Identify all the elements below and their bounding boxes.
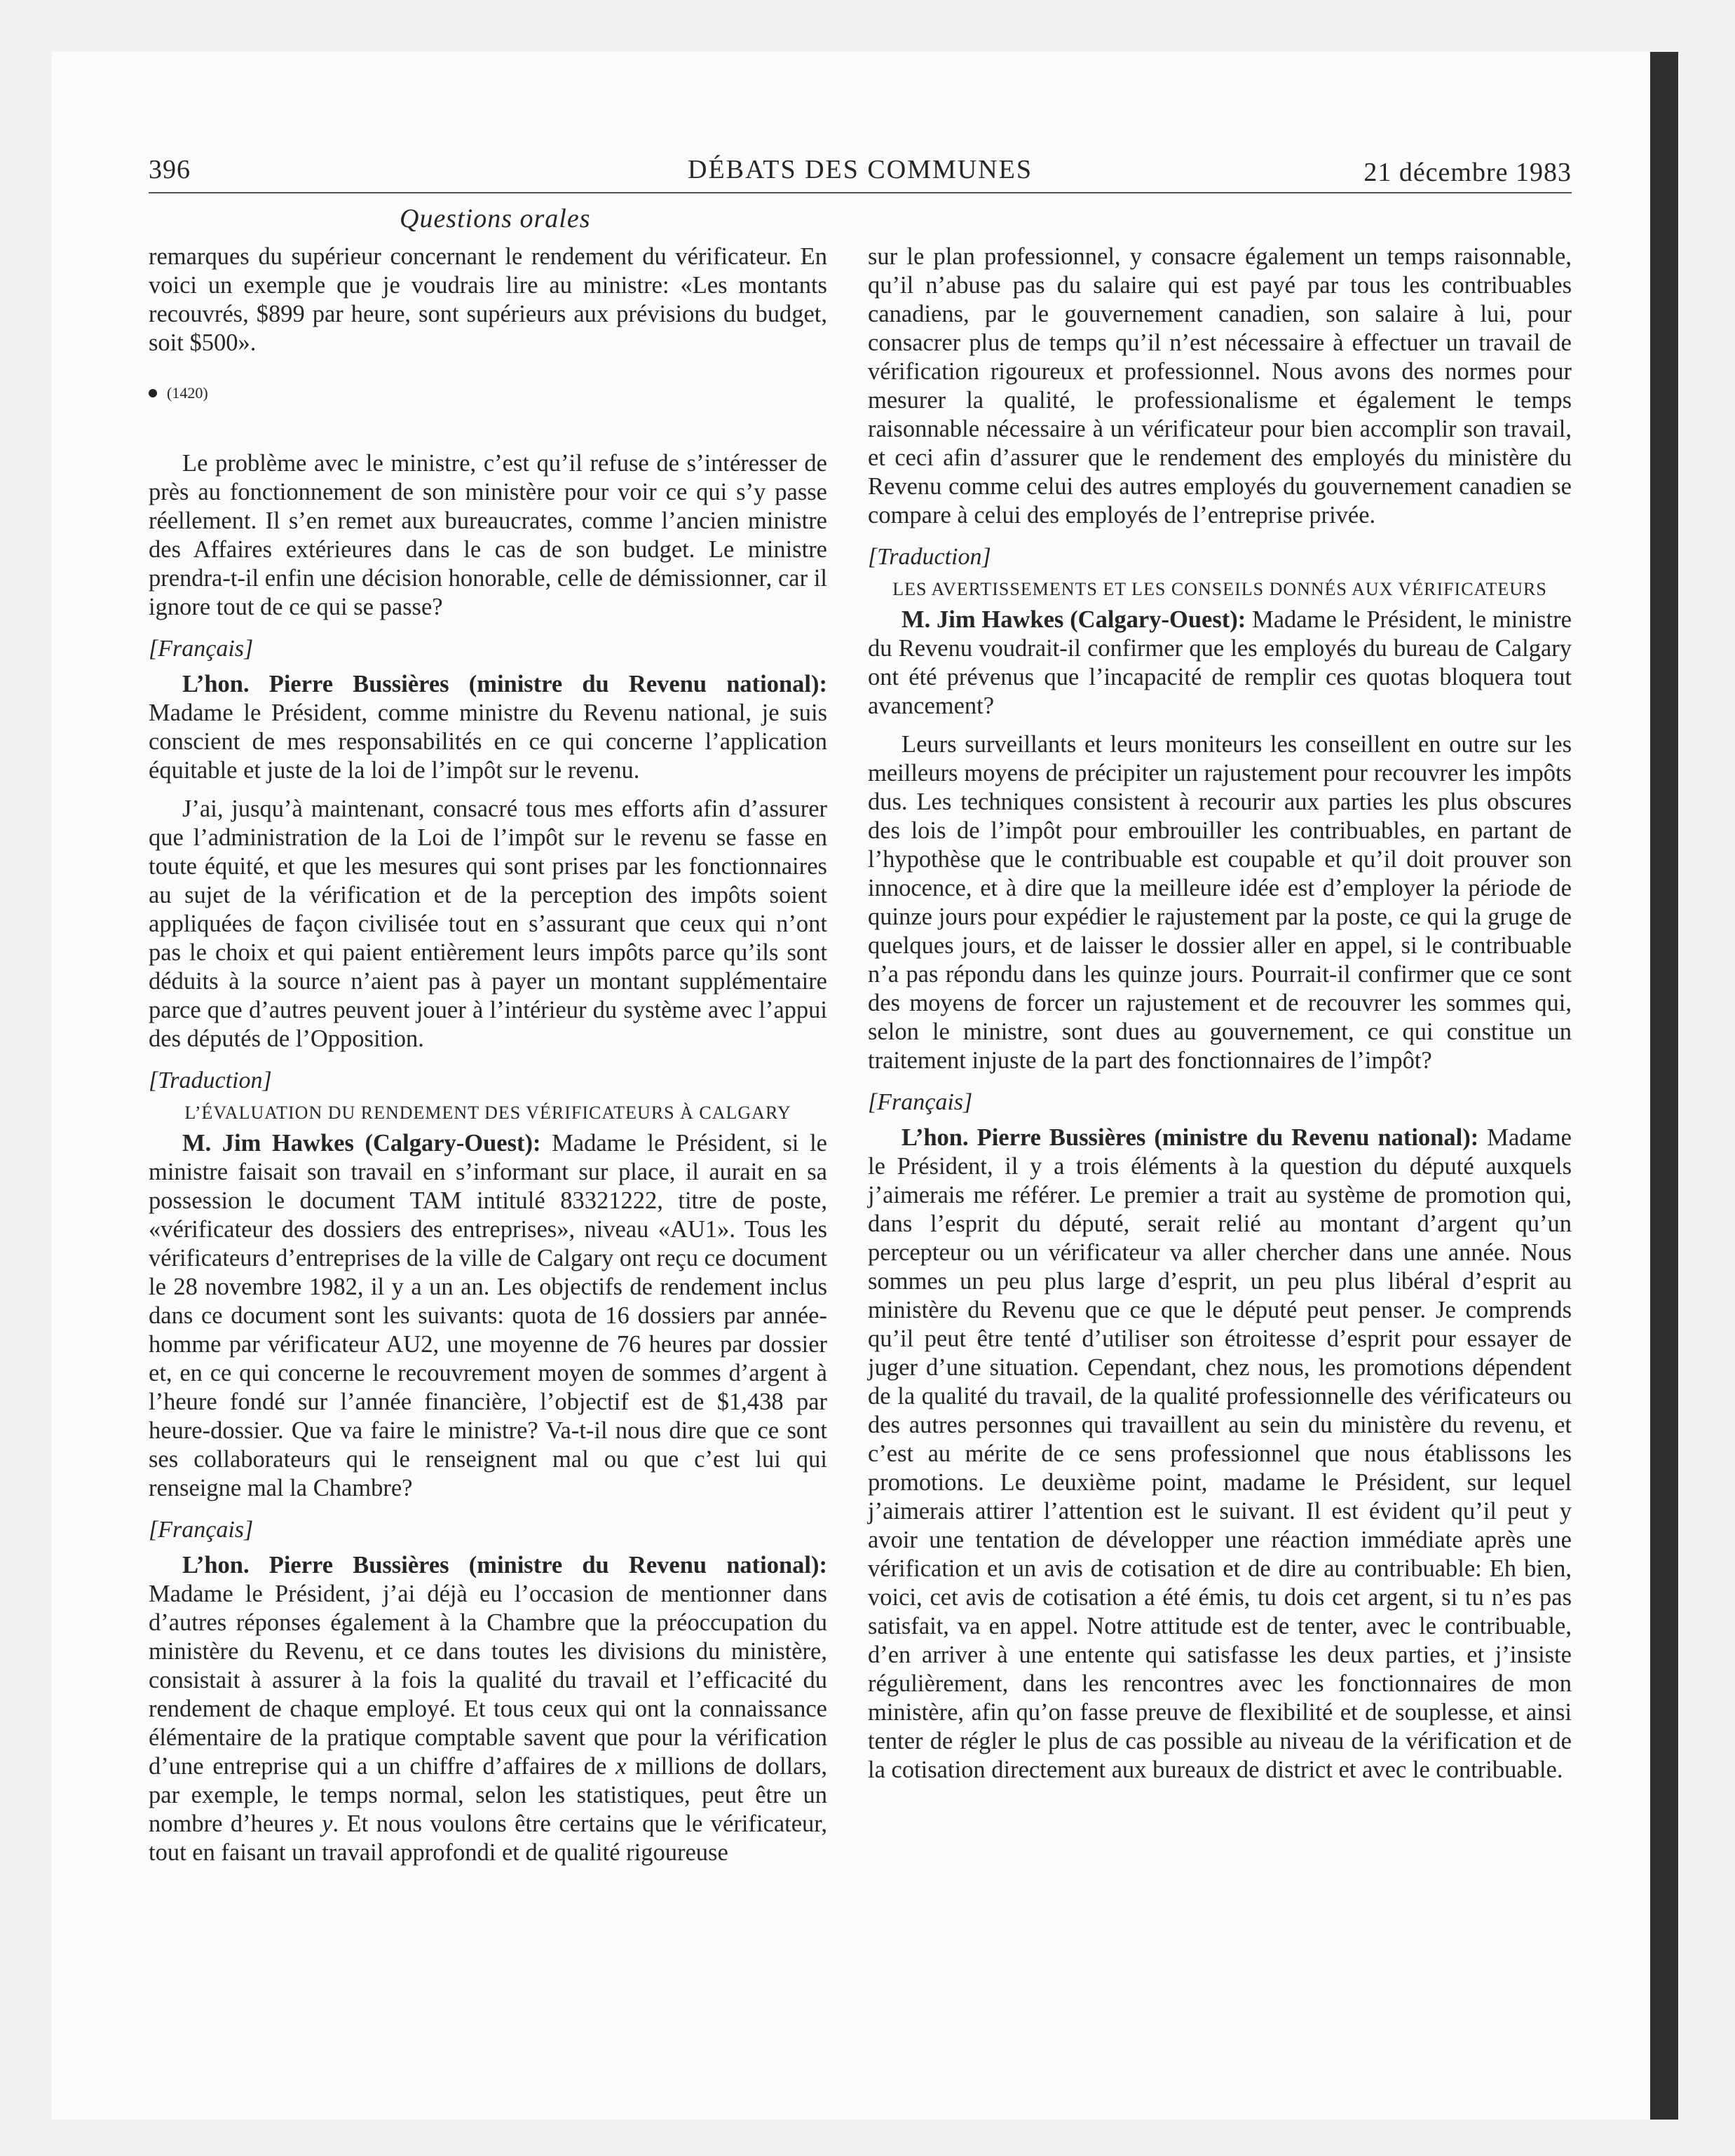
section-heading: L’ÉVALUATION DU RENDEMENT DES VÉRIFICATEURS À CALGARY: [184, 1103, 791, 1123]
speech-text: Madame le Président, il y a trois éléments à la question du député auxquels j’aimerais me référer. Le premier a trait au système de promotion qui, dans l’esprit du député, serait relié au montant d’argent qu’un percepteur ou un vérificateur va aller chercher dans une année. Nous sommes un peu plus large d’esprit, un peu plus libéral d’esprit au ministère du Revenu que ce que le député peut penser. Je comprends qu’il peut être tenté d’utiliser son étroitesse d’esprit pour essayer de juger d’une situation. Cependant, chez nous, les promotions dépendent de la qualité du travail, de la qualité professionnelle des vérificateurs ou des autres personnes qui travaillent au sein du ministère du revenu, et c’est au mérite de ce sens professionnel que nous établissons les promotions. Le deuxième point, madame le Président, sur lequel j’aimerais attirer l’attention est le suivant. Il est évident qu’il peut y avoir une tentation de développer une réaction immédiate après une vérification et un avis de cotisation et de dire au contribuable: Eh bien, voici, cet avis de cotisation a été émis, tu dois cet argent, si tu n’es pas satisfait, va en appel. Notre attitude est de tenter, avec le contribuable, d’en arriver à une entente qui satisfasse les deux parties, et j’insiste régulièrement, dans les rencontres avec les fonctionnaires de mon ministère, afin qu’on fasse preuve de flexibilité et de souplesse, et ainsi tenter de régler le plus de cas possible au niveau de la vérification et de la cotisation directement aux bureaux de district et avec le contribuable.: [868, 1124, 1572, 1783]
header-date: 21 décembre 1983: [1363, 158, 1572, 187]
time-marker-label: (1420): [167, 384, 208, 402]
speech-text: millions de dollars, par exemple, le temps normal, selon les statistiques, peut être un nombre d’heures: [149, 1753, 827, 1837]
bullet-icon: [149, 389, 157, 397]
language-tag: [Traduction]: [868, 544, 991, 570]
speaker-name: L’hon. Pierre Bussières (ministre du Revenu national):: [182, 671, 827, 697]
paragraph: remarques du supérieur concernant le rendement du vérificateur. En voici un exemple que je voudrais lire au ministre: «Les montants recouvrés, $899 par heure, sont supérieurs aux prévisions du budget, soit $500».: [149, 243, 827, 356]
speech: [149, 1129, 827, 1503]
speaker-name: L’hon. Pierre Bussières (ministre du Revenu national):: [182, 1552, 827, 1578]
running-header: [149, 153, 1572, 193]
paragraph: Le problème avec le ministre, c’est qu’il refuse de s’intéresser de près au fonctionnement de son ministère pour voir ce qui s’y passe réellement. Il s’en remet aux bureaucrates, comme l’ancien ministre des Affaires extérieures dans le cas de son budget. Le ministre prendra-t-il enfin une décision honorable, celle de démissionner, car il ignore tout de ce qui se passe?: [149, 450, 827, 620]
speech-text: . Et nous voulons être certains que le vérificateur, tout en faisant un travail approfondi et de qualité rigoureuse: [149, 1810, 828, 1866]
paragraph: Leurs surveillants et leurs moniteurs les conseillent en outre sur les meilleurs moyens de précipiter un rajustement pour recouvrer les impôts dus. Les techniques consistent à recourir aux parties les plus obscures des lois de l’impôt pour embrouiller les contribuables, en partant de l’hypothèse que le contribuable est coupable et qu’il doit prouver son innocence, et à dire que la meilleure idée est d’employer la période de quinze jours pour expédier le rajustement par la poste, ce qui la gruge de quelques jours, et de laisser le dossier aller en appel, si le contribuable n’a pas répondu dans les quinze jours. Pourrait-il confirmer que ce sont des moyens de forcer un rajustement et de recouvrer les sommes qui, selon le ministre, sont dues au gouvernement, ce qui constitue un traitement injuste de la part des fonctionnaires de l’impôt?: [868, 731, 1572, 1074]
speech-text: Madame le Président, si le ministre faisait son travail en s’informant sur place, il aurait en sa possession le document TAM intitulé 83321222, titre de poste, «vérificateur des dossiers des entreprises», niveau «AU1». Tous les vérificateurs d’entreprises de la ville de Calgary ont reçu ce document le 28 novembre 1982, il y a un an. Les objectifs de rendement inclus dans ce document sont les suivants: quota de 16 dossiers par année-homme par vérificateur AU2, une moyenne de 76 heures par dossier et, en ce qui concerne le recouvrement moyen de sommes d’argent à l’heure fondé sur l’année financière, l’objectif est de $1,438 par heure-dossier. Que va faire le ministre? Va-t-il nous dire que ce sont ses collaborateurs qui le renseignent mal ou que c’est lui qui renseigne mal la Chambre?: [149, 1130, 827, 1501]
speech: [149, 1551, 827, 1867]
speech-text: Madame le Président, j’ai déjà eu l’occasion de mentionner dans d’autres réponses également à la Chambre que la préoccupation du ministère du Revenu, et ce dans toutes les divisions du ministère, consistait à assurer à la fois la qualité du travail et l’efficacité du rendement de chaque employé. Et tous ceux qui ont la connaissance élémentaire de la pratique comptable savent que pour la vérification d’une entreprise qui a un chiffre d’affaires de: [149, 1581, 827, 1780]
section-heading: LES AVERTISSEMENTS ET LES CONSEILS DONNÉS AUX VÉRIFICATEURS: [892, 579, 1547, 599]
page-number: 396: [149, 155, 191, 184]
variable-x: x: [615, 1753, 627, 1780]
speaker-name: L’hon. Pierre Bussières (ministre du Revenu national):: [901, 1124, 1479, 1151]
variable-y: y: [322, 1810, 333, 1837]
left-column: [149, 243, 827, 1877]
speaker-name: M. Jim Hawkes (Calgary-Ouest):: [901, 606, 1246, 633]
paragraph: sur le plan professionnel, y consacre également un temps raisonnable, qu’il n’abuse pas du salaire qui est payé par tous les contribuables canadiens, par le gouvernement canadien, son salaire à lui, pour consacrer plus de temps qu’il n’est nécessaire à effectuer un travail de vérification rigoureux et professionnel. Nous avons des normes pour mesurer la qualité, le professionalisme et également le temps raisonnable nécessaire à un vérificateur pour bien accomplir son travail, et ceci afin d’assurer que le rendement des employés du ministère du Revenu comme celui des autres employés du gouvernement canadien se compare à celui des employés de l’entreprise privée.: [868, 243, 1572, 528]
section-label: Questions orales: [400, 204, 591, 233]
language-tag: [Français]: [149, 1517, 254, 1543]
speech: [868, 606, 1572, 721]
time-marker: [149, 378, 827, 407]
speaker-name: M. Jim Hawkes (Calgary-Ouest):: [182, 1130, 541, 1157]
speech: [868, 1124, 1572, 1785]
speech-text: Madame le Président, comme ministre du Revenu national, je suis conscient de mes responsabilités en ce qui concerne l’application équitable et juste de la loi de l’impôt sur le revenu.: [149, 700, 827, 784]
speech: [149, 670, 827, 785]
language-tag: [Traduction]: [149, 1067, 272, 1093]
language-tag: [Français]: [868, 1089, 973, 1115]
journal-title: DÉBATS DES COMMUNES: [688, 155, 1033, 184]
language-tag: [Français]: [149, 636, 254, 662]
paragraph: J’ai, jusqu’à maintenant, consacré tous mes efforts afin d’assurer que l’administration de la Loi de l’impôt sur le revenu se fasse en toute équité, et que les mesures qui sont prises par les fonctionnaires au sujet de la vérification et de la perception des impôts soient appliquées de façon civilisée tout en s’assurant que ceux qui n’ont pas le choix et qui paient entièrement leurs impôts parce qu’ils sont déduits à la source n’aient pas à payer un montant supplémentaire parce que d’autres peuvent jouer à l’intérieur du système avec l’appui des députés de l’Opposition.: [149, 796, 827, 1052]
speech-text: Madame le Président, le ministre du Revenu voudrait-il confirmer que les employés du bureau de Calgary ont été prévenus que l’incapacité de remplir ces quotas bloquera tout avancement?: [868, 606, 1572, 719]
scan-edge-bar: [1650, 52, 1678, 2120]
right-column: [868, 243, 1572, 1794]
